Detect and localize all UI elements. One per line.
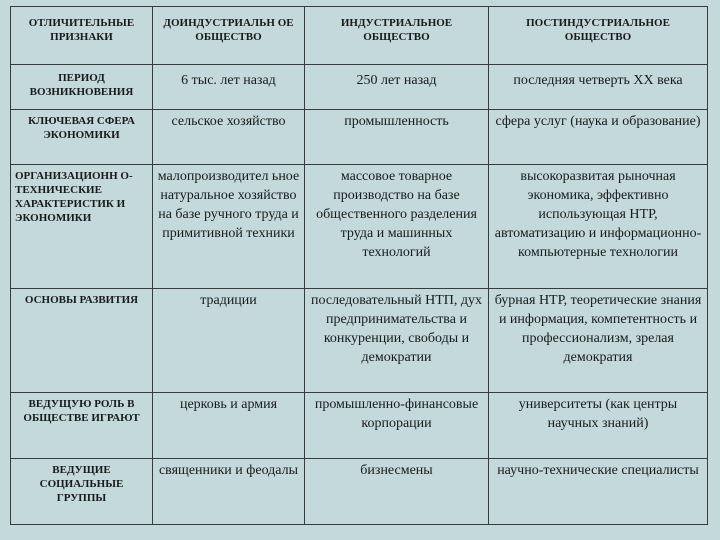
cell-preindustrial: традиции — [153, 289, 305, 393]
cell-preindustrial: церковь и армия — [153, 393, 305, 459]
cell-preindustrial: священники и феодалы — [153, 459, 305, 525]
cell-preindustrial: 6 тыс. лет назад — [153, 65, 305, 110]
cell-postindustrial: университеты (как центры научных знаний) — [489, 393, 708, 459]
row-label: ВЕДУЩУЮ РОЛЬ В ОБЩЕСТВЕ ИГРАЮТ — [11, 393, 153, 459]
header-preindustrial: ДОИНДУСТРИАЛЬН ОЕ ОБЩЕСТВО — [153, 7, 305, 65]
cell-industrial: массовое товарное производство на базе общественного разделения труда и машинных технологий — [305, 165, 489, 289]
row-label: ОСНОВЫ РАЗВИТИЯ — [11, 289, 153, 393]
cell-industrial: 250 лет назад — [305, 65, 489, 110]
row-label: ОРГАНИЗАЦИОНН О-ТЕХНИЧЕСКИЕ ХАРАКТЕРИСТИК И ЭКОНОМИКИ — [11, 165, 153, 289]
row-social-groups — [11, 459, 708, 525]
header-industrial: ИНДУСТРИАЛЬНОЕ ОБЩЕСТВО — [305, 7, 489, 65]
cell-postindustrial: научно-технические специалисты — [489, 459, 708, 525]
row-label: ПЕРИОД ВОЗНИКНОВЕНИЯ — [11, 65, 153, 110]
cell-industrial: промышленность — [305, 110, 489, 165]
row-organizational-characteristics — [11, 165, 708, 289]
header-row — [11, 7, 708, 65]
row-origin-period — [11, 65, 708, 110]
header-postindustrial: ПОСТИНДУСТРИАЛЬНОЕ ОБЩЕСТВО — [489, 7, 708, 65]
society-comparison-table — [10, 6, 708, 525]
row-leading-role — [11, 393, 708, 459]
cell-postindustrial: бурная НТР, теоретические знания и информация, компетентность и профессионализм, зрелая демократия — [489, 289, 708, 393]
cell-preindustrial: сельское хозяйство — [153, 110, 305, 165]
header-features: ОТЛИЧИТЕЛЬНЫЕ ПРИЗНАКИ — [11, 7, 153, 65]
cell-postindustrial: последняя четверть XX века — [489, 65, 708, 110]
cell-postindustrial: сфера услуг (наука и образование) — [489, 110, 708, 165]
row-label: ВЕДУЩИЕ СОЦИАЛЬНЫЕ ГРУППЫ — [11, 459, 153, 525]
row-label: КЛЮЧЕВАЯ СФЕРА ЭКОНОМИКИ — [11, 110, 153, 165]
cell-industrial: бизнесмены — [305, 459, 489, 525]
row-development-basis — [11, 289, 708, 393]
cell-industrial: последовательный НТП, дух предпринимательства и конкуренции, свободы и демократии — [305, 289, 489, 393]
cell-industrial: промышленно-финансовые корпорации — [305, 393, 489, 459]
row-key-sector — [11, 110, 708, 165]
cell-postindustrial: высокоразвитая рыночная экономика, эффективно использующая НТР, автоматизацию и информационно-компьютерные технологии — [489, 165, 708, 289]
cell-preindustrial: малопроизводител ьное натуральное хозяйство на базе ручного труда и примитивной техники — [153, 165, 305, 289]
